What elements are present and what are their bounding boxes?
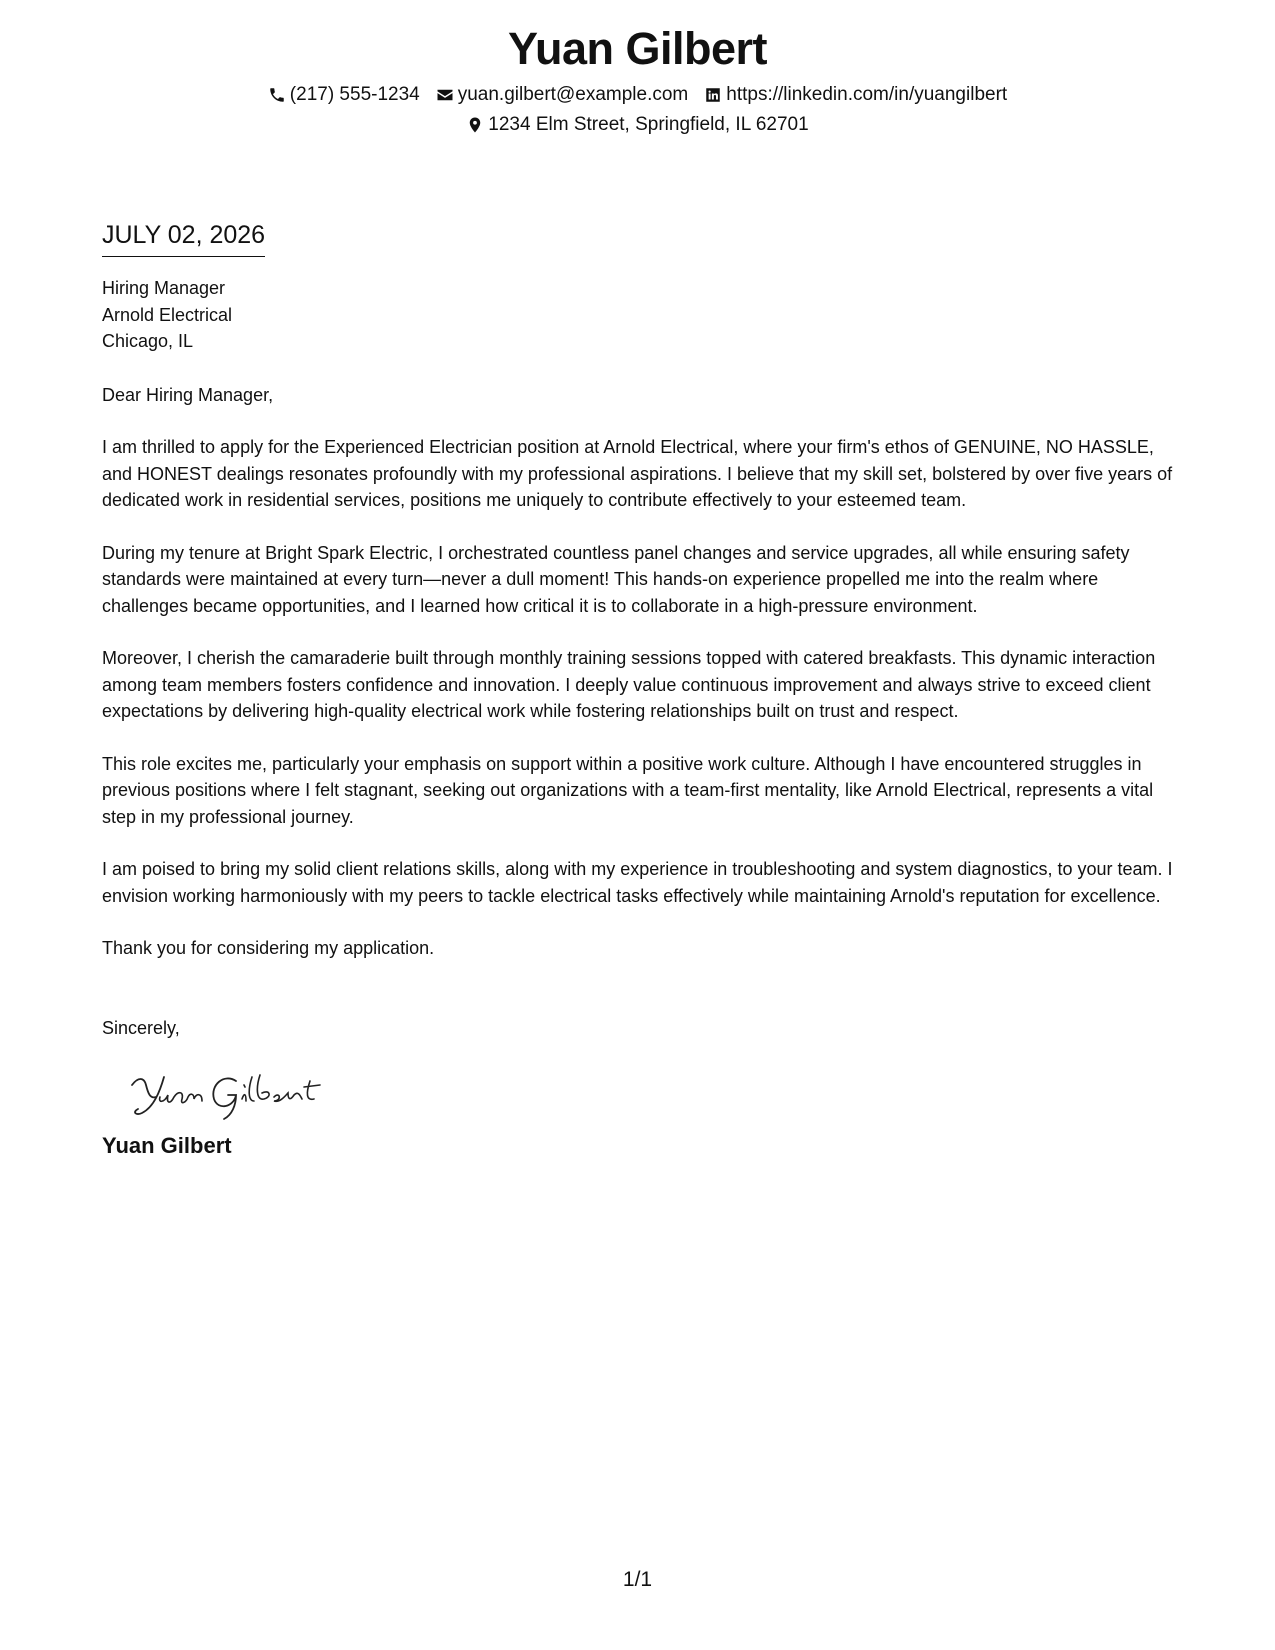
recipient-title: Hiring Manager <box>102 278 226 298</box>
address-contact <box>466 110 808 140</box>
linkedin-url: https://linkedin.com/in/yuangilbert <box>726 84 1008 105</box>
closing-thanks: Thank you for considering my application. <box>102 938 435 958</box>
recipient-company: Arnold Electrical <box>102 304 233 325</box>
body-paragraph-4: This role excites me, particularly your emphasis on support within a positive work culture. Although I have encountered struggles in previous positions where I felt stagnant, seeking out organizations with a team-first mentality, like Arnold Electrical, represents a vital step in my professional journey. <box>102 753 1154 827</box>
page-number: 1/1 <box>622 1568 653 1591</box>
letter-header <box>0 18 1275 140</box>
linkedin-contact <box>704 80 1007 110</box>
body-paragraph-5: I am poised to bring my solid client relations skills, along with my experience in troubleshooting and system diagnostics, to your team. I envision working harmoniously with my peers to tackle electrical tasks effectively while maintaining Arnold's reputation for excellence. <box>102 859 1173 906</box>
street-address: 1234 Elm Street, Springfield, IL 62701 <box>488 114 809 135</box>
salutation: Dear Hiring Manager, <box>102 384 274 405</box>
address-row <box>0 110 1275 140</box>
envelope-icon <box>436 86 454 104</box>
map-marker-icon <box>466 116 484 134</box>
body-paragraph-1: I am thrilled to apply for the Experienced Electrician position at Arnold Electrical, where your firm's ethos of GENUINE, NO HASSLE, and HONEST dealings resonates profoundly with my professional aspirations. I believe that my skill set, bolstered by over five years of dedicated work in residential services, positions me uniquely to contribute effectively to your esteemed team. <box>102 437 1173 510</box>
email-address: yuan.gilbert@example.com <box>457 84 689 105</box>
handwritten-signature <box>124 1063 344 1121</box>
linkedin-icon <box>704 86 722 104</box>
applicant-name: Yuan Gilbert <box>507 23 768 74</box>
recipient-location: Chicago, IL <box>102 331 194 351</box>
contact-row <box>0 80 1275 110</box>
letter-date: JULY 02, 2026 <box>102 218 265 257</box>
phone-contact <box>268 80 420 110</box>
letter-body <box>102 218 1182 1161</box>
body-paragraph-2: During my tenure at Bright Spark Electric, I orchestrated countless panel changes and service upgrades, all while ensuring safety standards were maintained at every turn—never a dull moment! This hands-on experience propelled me into the realm where challenges became opportunities, and I learned how critical it is to collaborate in a high-pressure environment. <box>102 542 1130 616</box>
email-contact <box>436 80 689 110</box>
body-paragraph-3: Moreover, I cherish the camaraderie built through monthly training sessions topped with catered breakfasts. This dynamic interaction among team members fosters confidence and innovation. I deeply value continuous improvement and always strive to exceed client expectations by delivering high-quality electrical work while fostering relationships built on trust and respect. <box>102 648 1156 721</box>
recipient-block <box>102 275 1182 355</box>
closing: Sincerely, <box>102 1017 180 1038</box>
signer-name: Yuan Gilbert <box>102 1133 232 1158</box>
phone-icon <box>268 86 286 104</box>
phone-number: (217) 555-1234 <box>289 84 420 105</box>
